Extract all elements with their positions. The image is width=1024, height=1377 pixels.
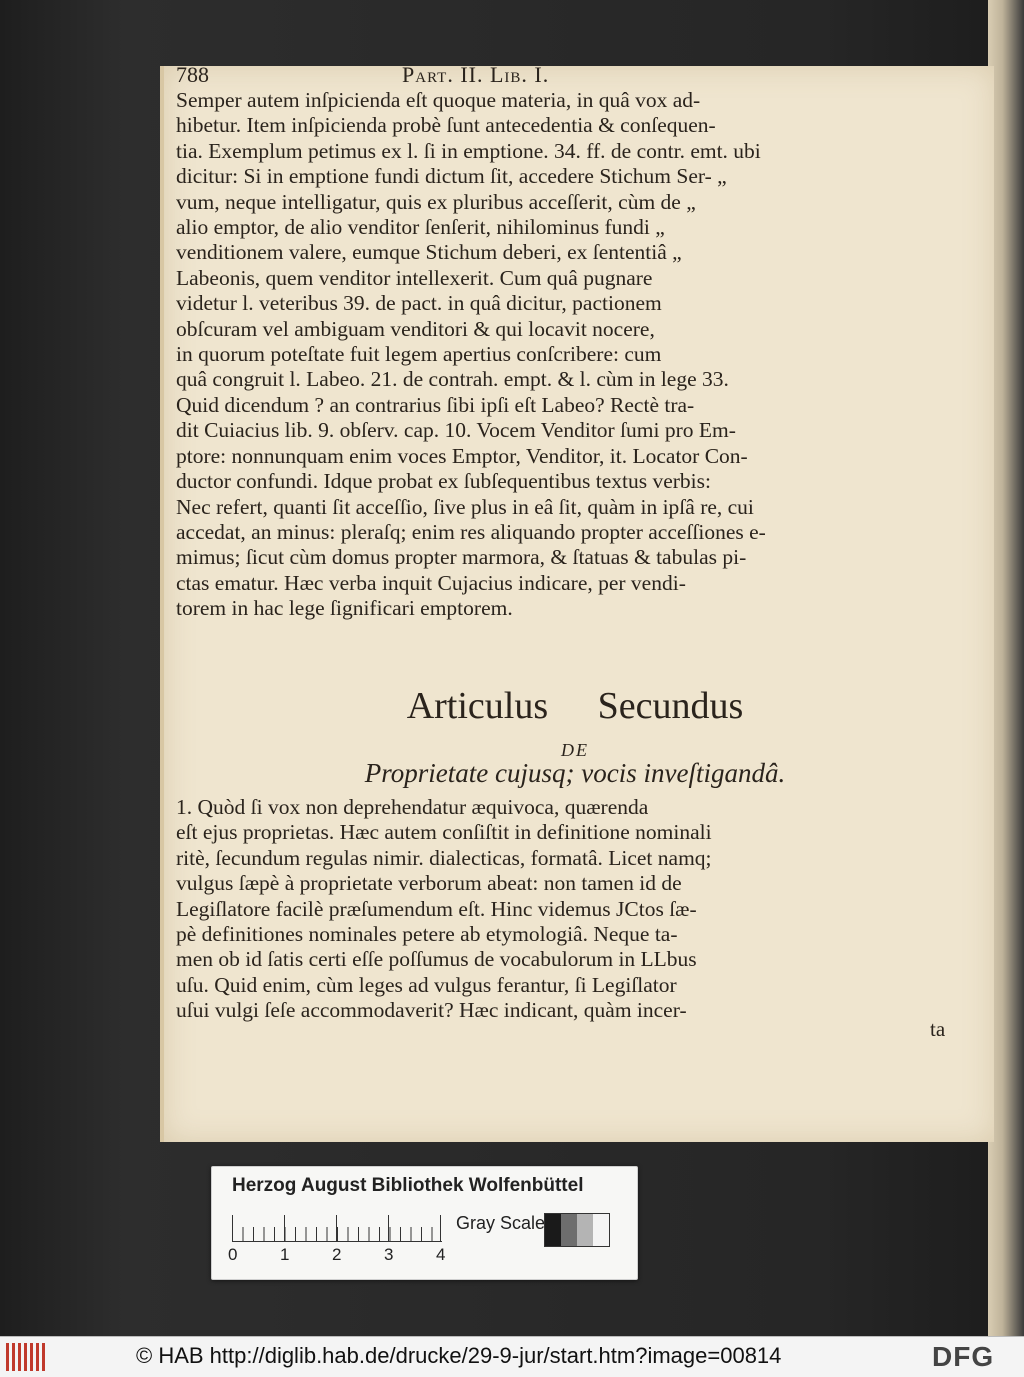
text-line: torem in hac lege ſignificari emptorem. [176, 596, 513, 621]
copyright-url[interactable]: © HAB http://diglib.hab.de/drucke/29-9-jur/start.htm?image=00814 [136, 1343, 782, 1368]
running-title: Part. II. Lib. I. [402, 62, 550, 87]
text-line: Nec refert, quanti ſit acceſſio, ſive plus in eâ ſit, quàm in ipſâ re, cui [176, 494, 754, 519]
text-line: alio emptor, de alio venditor ſenſerit, nihilominus fundi „ [176, 215, 665, 240]
text-line: Labeonis, quem venditor intellexerit. Cum quâ pugnare [176, 265, 653, 290]
paragraph [176, 795, 956, 1024]
page-number: 788 [176, 62, 209, 87]
text-line: accedat, an minus: pleraſq; enim res aliquando propter acceſſiones e- [176, 519, 766, 544]
text-line: venditionem valere, eumque Stichum deberi, ex ſententiâ „ [176, 240, 682, 265]
scale-ruler [232, 1215, 442, 1242]
footer-bar [0, 1336, 1024, 1377]
swatch [577, 1214, 593, 1246]
text-line: ritè, ſecundum regulas nimir. dialecticas, formatâ. Licet namq; [176, 845, 712, 870]
text-line: dicitur: Si in emptione fundi dictum ſit, accedere Stichum Ser- „ [176, 164, 727, 189]
library-name: Herzog August Bibliothek Wolfenbüttel [232, 1175, 584, 1196]
gray-scale-label: Gray Scale [456, 1213, 546, 1233]
ruler-number: 1 [280, 1245, 290, 1264]
dfg-logo: DFG [932, 1341, 995, 1372]
ruler-number: 2 [332, 1245, 342, 1264]
text-line: dit Cuiacius lib. 9. obſerv. cap. 10. Vocem Venditor ſumi pro Em- [176, 418, 736, 443]
text-line: tia. Exemplum petimus ex l. ſi in emptione. 34. ff. de contr. emt. ubi [176, 138, 761, 163]
ruler-tick [388, 1215, 389, 1241]
text-line: vulgus ſæpè à proprietate verborum abeat: non tamen id de [176, 871, 682, 896]
text-line: men ob id ſatis certi eſſe poſſumus de vocabulorum in LLbus [176, 947, 697, 972]
ruler-number: 0 [228, 1245, 238, 1264]
ruler-tick [336, 1215, 337, 1241]
gray-swatches [544, 1213, 610, 1247]
body-text-block-1 [176, 88, 956, 622]
text-line: ductor confundi. Idque probat ex ſubſequentibus textus verbis: [176, 469, 711, 494]
ruler-tick [284, 1215, 285, 1241]
ruler-number: 4 [436, 1245, 446, 1264]
text-line: vum, neque intelligatur, quis ex pluribus acceſſerit, cùm de „ [176, 189, 696, 214]
swatch [593, 1214, 609, 1246]
text-line: 1. Quòd ſi vox non deprehendatur æquivoca, quærenda [176, 795, 649, 819]
text-line: uſui vulgi ſeſe accommodaverit? Hæc indicant, quàm incer- [176, 998, 687, 1023]
text-line: ctas ematur. Hæc verba inquit Cujacius indicare, per vendi- [176, 570, 686, 595]
body-text-block-2 [176, 795, 956, 1024]
paragraph [176, 88, 956, 622]
text-line: quâ congruit l. Labeo. 21. de contrah. empt. & l. cùm in lege 33. [176, 367, 729, 392]
text-line: mimus; ſicut cùm domus propter marmora, & ſtatuas & tabulas pi- [176, 545, 747, 570]
section-subheading: Proprietate cujusq; vocis inveſtigandâ. [364, 758, 786, 788]
text-line: Semper autem inſpicienda eſt quoque materia, in quâ vox ad- [176, 88, 701, 112]
ruler-number: 3 [384, 1245, 394, 1264]
text-line: Quid dicendum ? an contrarius ſibi ipſi eſt Labeo? Rectè tra- [176, 392, 695, 417]
hab-logo-icon [6, 1343, 46, 1371]
text-line: in quorum poteſtate fuit legem apertius conſcribere: cum [176, 342, 662, 367]
ruler-tick [440, 1215, 441, 1241]
swatch [561, 1214, 577, 1246]
de-heading: DE [561, 740, 589, 760]
text-line: pè definitiones nominales petere ab etymologiâ. Neque ta- [176, 922, 678, 947]
text-line: ptore: nonnunquam enim voces Emptor, Venditor, it. Locator Con- [176, 443, 748, 468]
color-calibration-bar [211, 1166, 638, 1280]
swatch [545, 1214, 561, 1246]
article-heading: Articulus Secundus [406, 685, 744, 727]
page-header [176, 62, 806, 90]
text-line: eſt ejus proprietas. Hæc autem conſiſtit in definitione nominali [176, 820, 712, 845]
text-line: obſcuram vel ambiguam venditori & qui locavit nocere, [176, 316, 655, 341]
text-line: uſu. Quid enim, cùm leges ad vulgus ferantur, ſi Legiſlator [176, 972, 677, 997]
catchword: ta [930, 1017, 946, 1041]
text-line: videtur l. veteribus 39. de pact. in quâ dicitur, pactionem [176, 291, 662, 316]
ruler-tick [232, 1215, 233, 1241]
text-line: hibetur. Item inſpicienda probè ſunt antecedentia & conſequen- [176, 113, 716, 138]
text-line: Legiſlatore facilè præſumendum eſt. Hinc videmus JCtos ſæ- [176, 896, 697, 921]
